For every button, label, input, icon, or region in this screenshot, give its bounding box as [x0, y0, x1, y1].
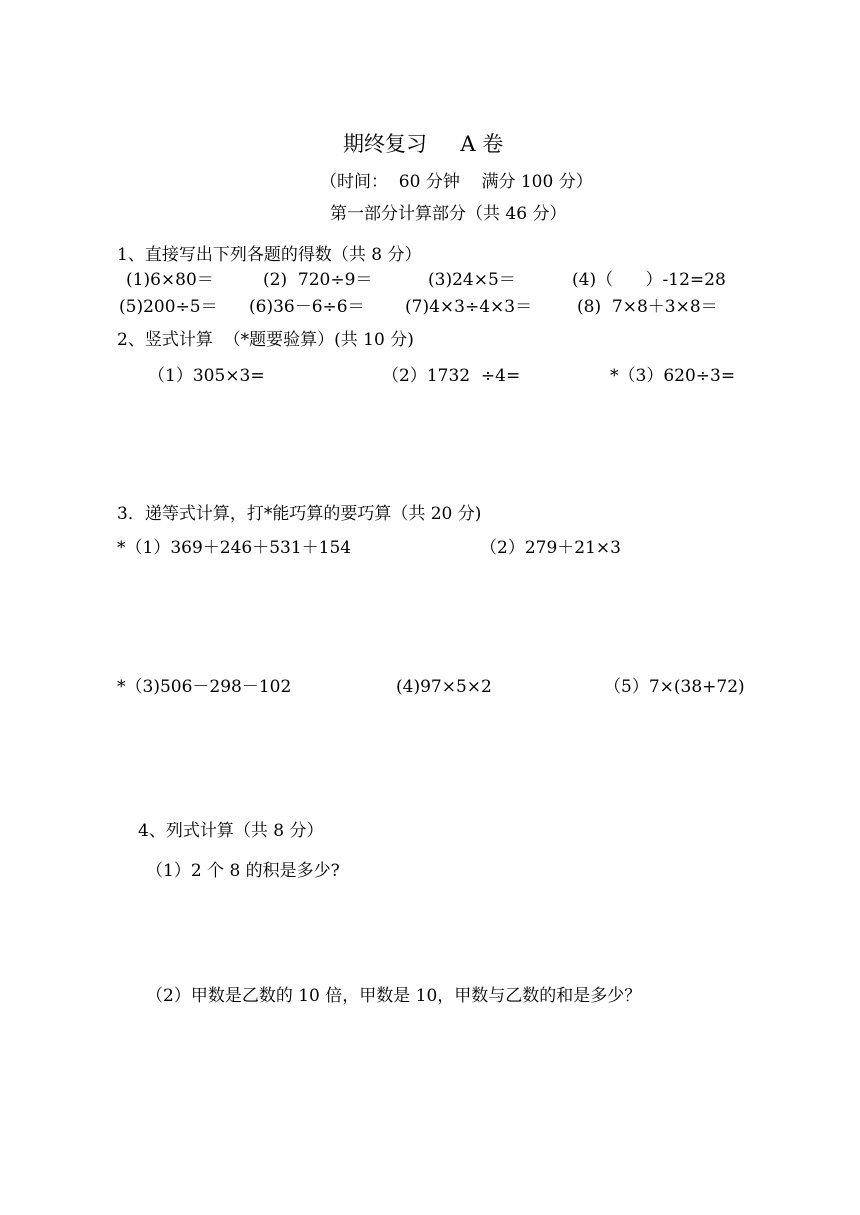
section1-item-8: (8) 7×8＋3×8＝: [577, 297, 718, 317]
section3-item-4: (4)97×5×2: [396, 677, 492, 697]
section1-item-5: (5)200÷5＝: [119, 297, 218, 317]
section2-item-2: （2）1732 ÷4=: [382, 366, 521, 386]
page-title: 期终复习 A 卷: [343, 132, 504, 156]
section1-item-1: (1)6×80＝: [126, 270, 214, 290]
section2-item-1: （1）305×3=: [148, 366, 265, 386]
section4-item-1: （1）2 个 8 的积是多少?: [146, 861, 340, 881]
time-info: （时间： 60 分钟 满分 100 分）: [320, 172, 593, 192]
section1-item-6: (6)36－6÷6＝: [249, 297, 365, 317]
part-title: 第一部分计算部分（共 46 分）: [330, 204, 567, 224]
section4-item-2: （2）甲数是乙数的 10 倍，甲数是 10，甲数与乙数的和是多少？: [146, 986, 642, 1006]
section3-item-1: *（1）369＋246＋531＋154: [117, 538, 352, 558]
section1-item-3: (3)24×5＝: [428, 270, 516, 290]
section1-item-4: (4)（ ）-12=28: [572, 270, 726, 290]
section4-heading: 4、列式计算（共 8 分）: [138, 821, 324, 841]
section3-heading: 3．递等式计算，打*能巧算的要巧算（共 20 分): [117, 504, 482, 524]
section3-item-3: *（3)506－298－102: [117, 677, 292, 697]
section2-heading: 2、竖式计算 （*题要验算）(共 10 分): [117, 330, 414, 350]
section1-item-7: (7)4×3÷4×3＝: [405, 297, 533, 317]
section1-heading: 1、直接写出下列各题的得数（共 8 分）: [117, 245, 422, 265]
section1-item-2: (2) 720÷9＝: [263, 270, 373, 290]
section3-item-2: （2）279＋21×3: [480, 538, 621, 558]
section2-item-3: *（3）620÷3=: [610, 366, 736, 386]
section3-item-5: （5）7×(38+72): [604, 677, 745, 697]
